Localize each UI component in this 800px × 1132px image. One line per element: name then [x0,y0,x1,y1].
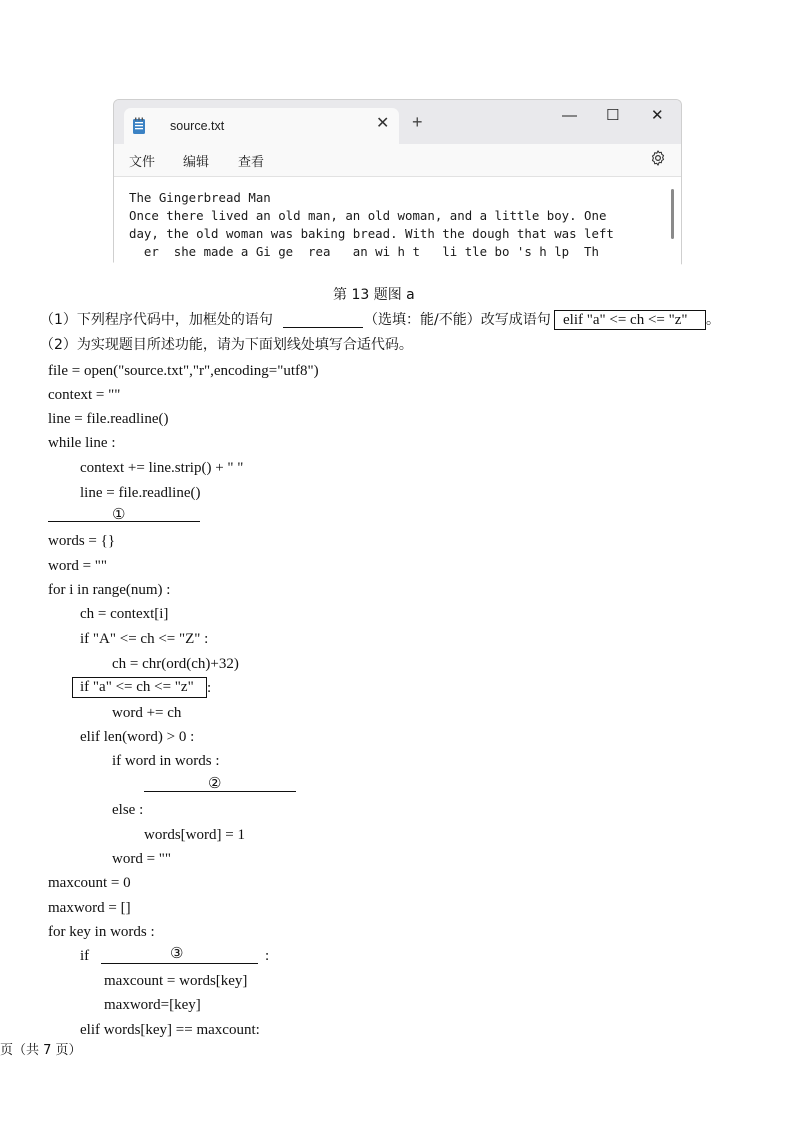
tab-title: source.txt [170,119,225,133]
code-colon: : [265,948,270,964]
code-line: maxword=[key] [104,997,201,1013]
menu-edit[interactable]: 编辑 [183,154,210,169]
q2-text: （2）为实现题目所述功能，请为下面划线处填写合适代码。 [40,337,413,353]
menu-bar [114,144,681,177]
notepad-window [113,99,682,270]
code-line: word = "" [112,851,172,867]
code-line: if word in words : [112,753,220,769]
q1-boxed-code [554,310,706,330]
q1-text-start: （1）下列程序代码中，加框处的语句 [40,312,273,328]
code-line: words = {} [48,533,116,549]
figure-caption: 第 13 题图 a [333,287,415,303]
code-line: maxword = [] [48,900,131,916]
code-line: elif words[key] == maxcount: [80,1022,260,1038]
maximize-button[interactable]: ☐ [606,107,620,124]
blank-marker-2: ② [208,776,222,792]
editor-line: day, the old woman was baking bread. With the dough that was left [129,226,614,241]
boxed-statement-text: if "a" <= ch <= "z" [80,679,194,695]
code-line: maxcount = 0 [48,875,131,891]
code-colon: : [207,680,212,696]
editor-line: er she made a Gi ge rea an wi h t li tle bo 's h lp Th [129,244,599,259]
tab-source-txt[interactable] [124,108,399,144]
q1-boxed-code-text: elif "a" <= ch <= "z" [563,312,688,328]
menu-file[interactable]: 文件 [129,154,156,169]
q1-text-mid: （选填：能/不能）改写成语句 [364,312,551,328]
menu-view[interactable]: 查看 [238,154,265,169]
code-line: line = file.readline() [80,485,201,501]
scrollbar[interactable] [671,189,674,239]
code-line: maxcount = words[key] [104,973,248,989]
close-window-button[interactable]: ✕ [651,107,664,124]
code-line: word = "" [48,558,108,574]
code-line: while line : [48,435,116,451]
code-if: if [80,948,90,964]
code-line: file = open("source.txt","r",encoding="utf8") [48,363,319,379]
editor-line: The Gingerbread Man [129,190,271,205]
blank-marker-3: ③ [170,946,184,962]
boxed-statement [72,677,207,698]
gear-icon[interactable] [649,149,667,167]
code-line: word += ch [112,705,182,721]
editor-line: Once there lived an old man, an old woman, and a little boy. One [129,208,607,223]
q1-answer-blank[interactable] [283,326,363,328]
code-line: context += line.strip() + " " [80,460,244,476]
torn-edge [110,248,690,280]
blank-marker-1: ① [112,507,126,523]
code-line: line = file.readline() [48,411,169,427]
code-line: context = "" [48,387,121,403]
notepad-icon [132,117,146,135]
code-line: ch = context[i] [80,606,169,622]
close-tab-icon[interactable]: ✕ [376,115,390,132]
code-line: if "A" <= ch <= "Z" : [80,631,209,647]
code-line: for i in range(num) : [48,582,171,598]
code-line: else : [112,802,144,818]
code-line: for key in words : [48,924,155,940]
new-tab-button[interactable]: + [412,112,423,132]
code-line: words[word] = 1 [144,827,245,843]
q1-text-end: 。 [706,312,720,328]
code-line: elif len(word) > 0 : [80,729,195,745]
title-bar [114,100,681,144]
minimize-button[interactable]: — [562,107,577,124]
page-footer: 页（共 7 页） [0,1043,82,1058]
code-line: ch = chr(ord(ch)+32) [112,656,239,672]
